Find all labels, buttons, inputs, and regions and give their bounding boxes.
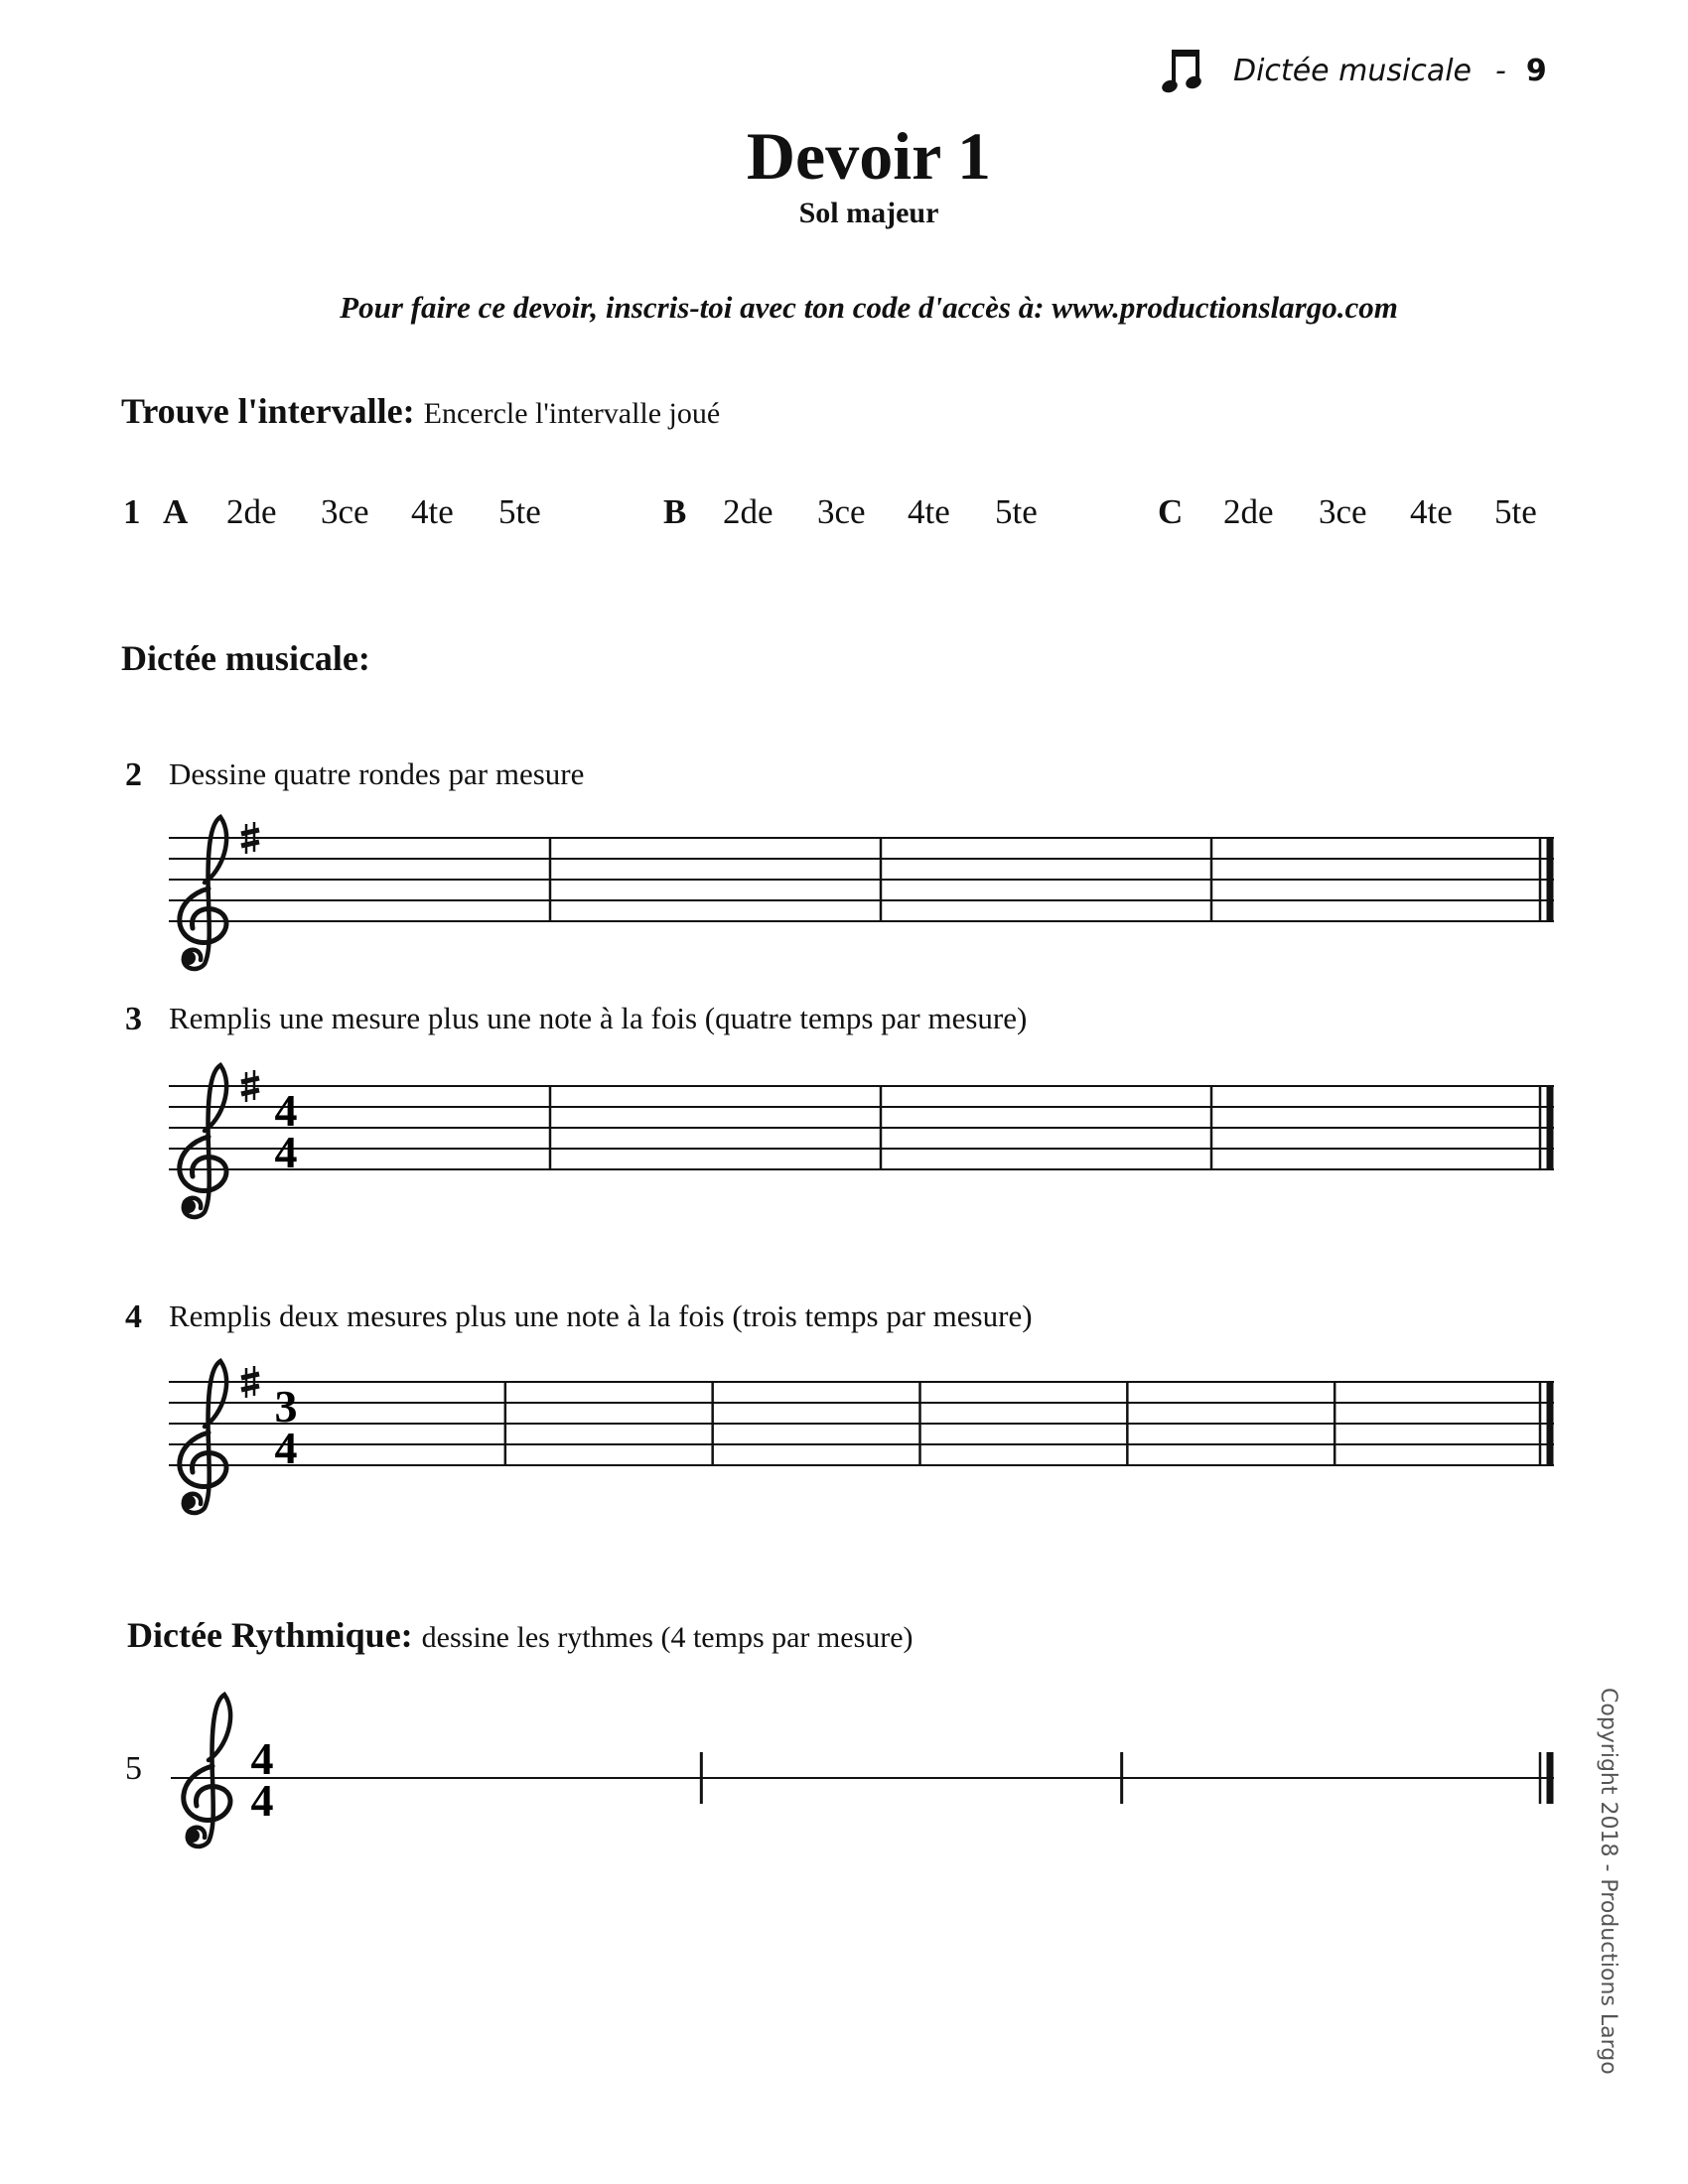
page-subtitle: Sol majeur bbox=[798, 197, 939, 229]
header-separator: - bbox=[1495, 53, 1506, 88]
question-number-5: 5 bbox=[125, 1750, 142, 1787]
rhythm-line-exercise-5[interactable] bbox=[171, 1695, 1554, 1846]
exercise-2-instruction: Dessine quatre rondes par mesure bbox=[169, 756, 585, 791]
copyright-notice: Copyright 2018 - Productions Largo bbox=[1596, 1688, 1620, 2075]
access-instruction: Pour faire ce devoir, inscris-toi avec ton code d'accès à: www.productionslargo.com bbox=[340, 290, 1398, 325]
intervals-description: Encercle l'intervalle joué bbox=[423, 397, 721, 430]
question-number-2: 2 bbox=[125, 756, 142, 793]
interval-option[interactable]: 5te bbox=[995, 492, 1038, 531]
exercise-4-instruction: Remplis deux mesures plus une note à la fois (trois temps par mesure) bbox=[169, 1298, 1033, 1333]
running-title: Dictée musicale bbox=[1233, 53, 1473, 88]
rhythm-description: dessine les rythmes (4 temps par mesure) bbox=[421, 1621, 914, 1654]
treble-clef-icon bbox=[180, 1361, 226, 1513]
staff-exercise-4[interactable] bbox=[169, 1361, 1554, 1513]
interval-group-b-label: B bbox=[663, 492, 687, 531]
time-signature-top: 4 bbox=[274, 1085, 298, 1136]
interval-option[interactable]: 4te bbox=[411, 492, 454, 531]
question-number-1: 1 bbox=[123, 492, 141, 531]
dictation-heading: Dictée musicale: bbox=[121, 638, 370, 678]
interval-option[interactable]: 5te bbox=[1494, 492, 1537, 531]
interval-option[interactable]: 2de bbox=[723, 492, 774, 531]
time-signature-bottom: 4 bbox=[250, 1775, 274, 1826]
exercise-3-instruction: Remplis une mesure plus une note à la fois (quatre temps par mesure) bbox=[169, 1001, 1028, 1035]
interval-option[interactable]: 4te bbox=[908, 492, 950, 531]
time-signature-bottom: 4 bbox=[274, 1423, 298, 1473]
question-number-3: 3 bbox=[125, 1001, 142, 1037]
question-number-4: 4 bbox=[125, 1298, 142, 1335]
interval-option[interactable]: 3ce bbox=[321, 492, 369, 531]
interval-group-a-label: A bbox=[163, 492, 189, 531]
page-number: 9 bbox=[1525, 53, 1547, 88]
interval-option[interactable]: 5te bbox=[498, 492, 541, 531]
staff-exercise-2[interactable] bbox=[169, 817, 1554, 969]
interval-group-c-label: C bbox=[1158, 492, 1184, 531]
interval-option[interactable]: 2de bbox=[226, 492, 277, 531]
interval-option[interactable]: 3ce bbox=[817, 492, 866, 531]
time-signature-bottom: 4 bbox=[274, 1127, 298, 1177]
treble-clef-icon bbox=[180, 817, 226, 969]
page-title: Devoir 1 bbox=[746, 118, 992, 194]
time-signature-top: 4 bbox=[250, 1733, 274, 1784]
time-signature-top: 3 bbox=[274, 1381, 298, 1432]
staff-exercise-3[interactable] bbox=[169, 1065, 1554, 1217]
interval-option[interactable]: 4te bbox=[1410, 492, 1453, 531]
rhythm-heading: Dictée Rythmique: bbox=[127, 1615, 413, 1655]
interval-option[interactable]: 3ce bbox=[1319, 492, 1367, 531]
interval-option[interactable]: 2de bbox=[1223, 492, 1274, 531]
treble-clef-icon bbox=[180, 1065, 226, 1217]
intervals-heading: Trouve l'intervalle: bbox=[121, 391, 415, 431]
treble-clef-icon bbox=[184, 1695, 230, 1846]
